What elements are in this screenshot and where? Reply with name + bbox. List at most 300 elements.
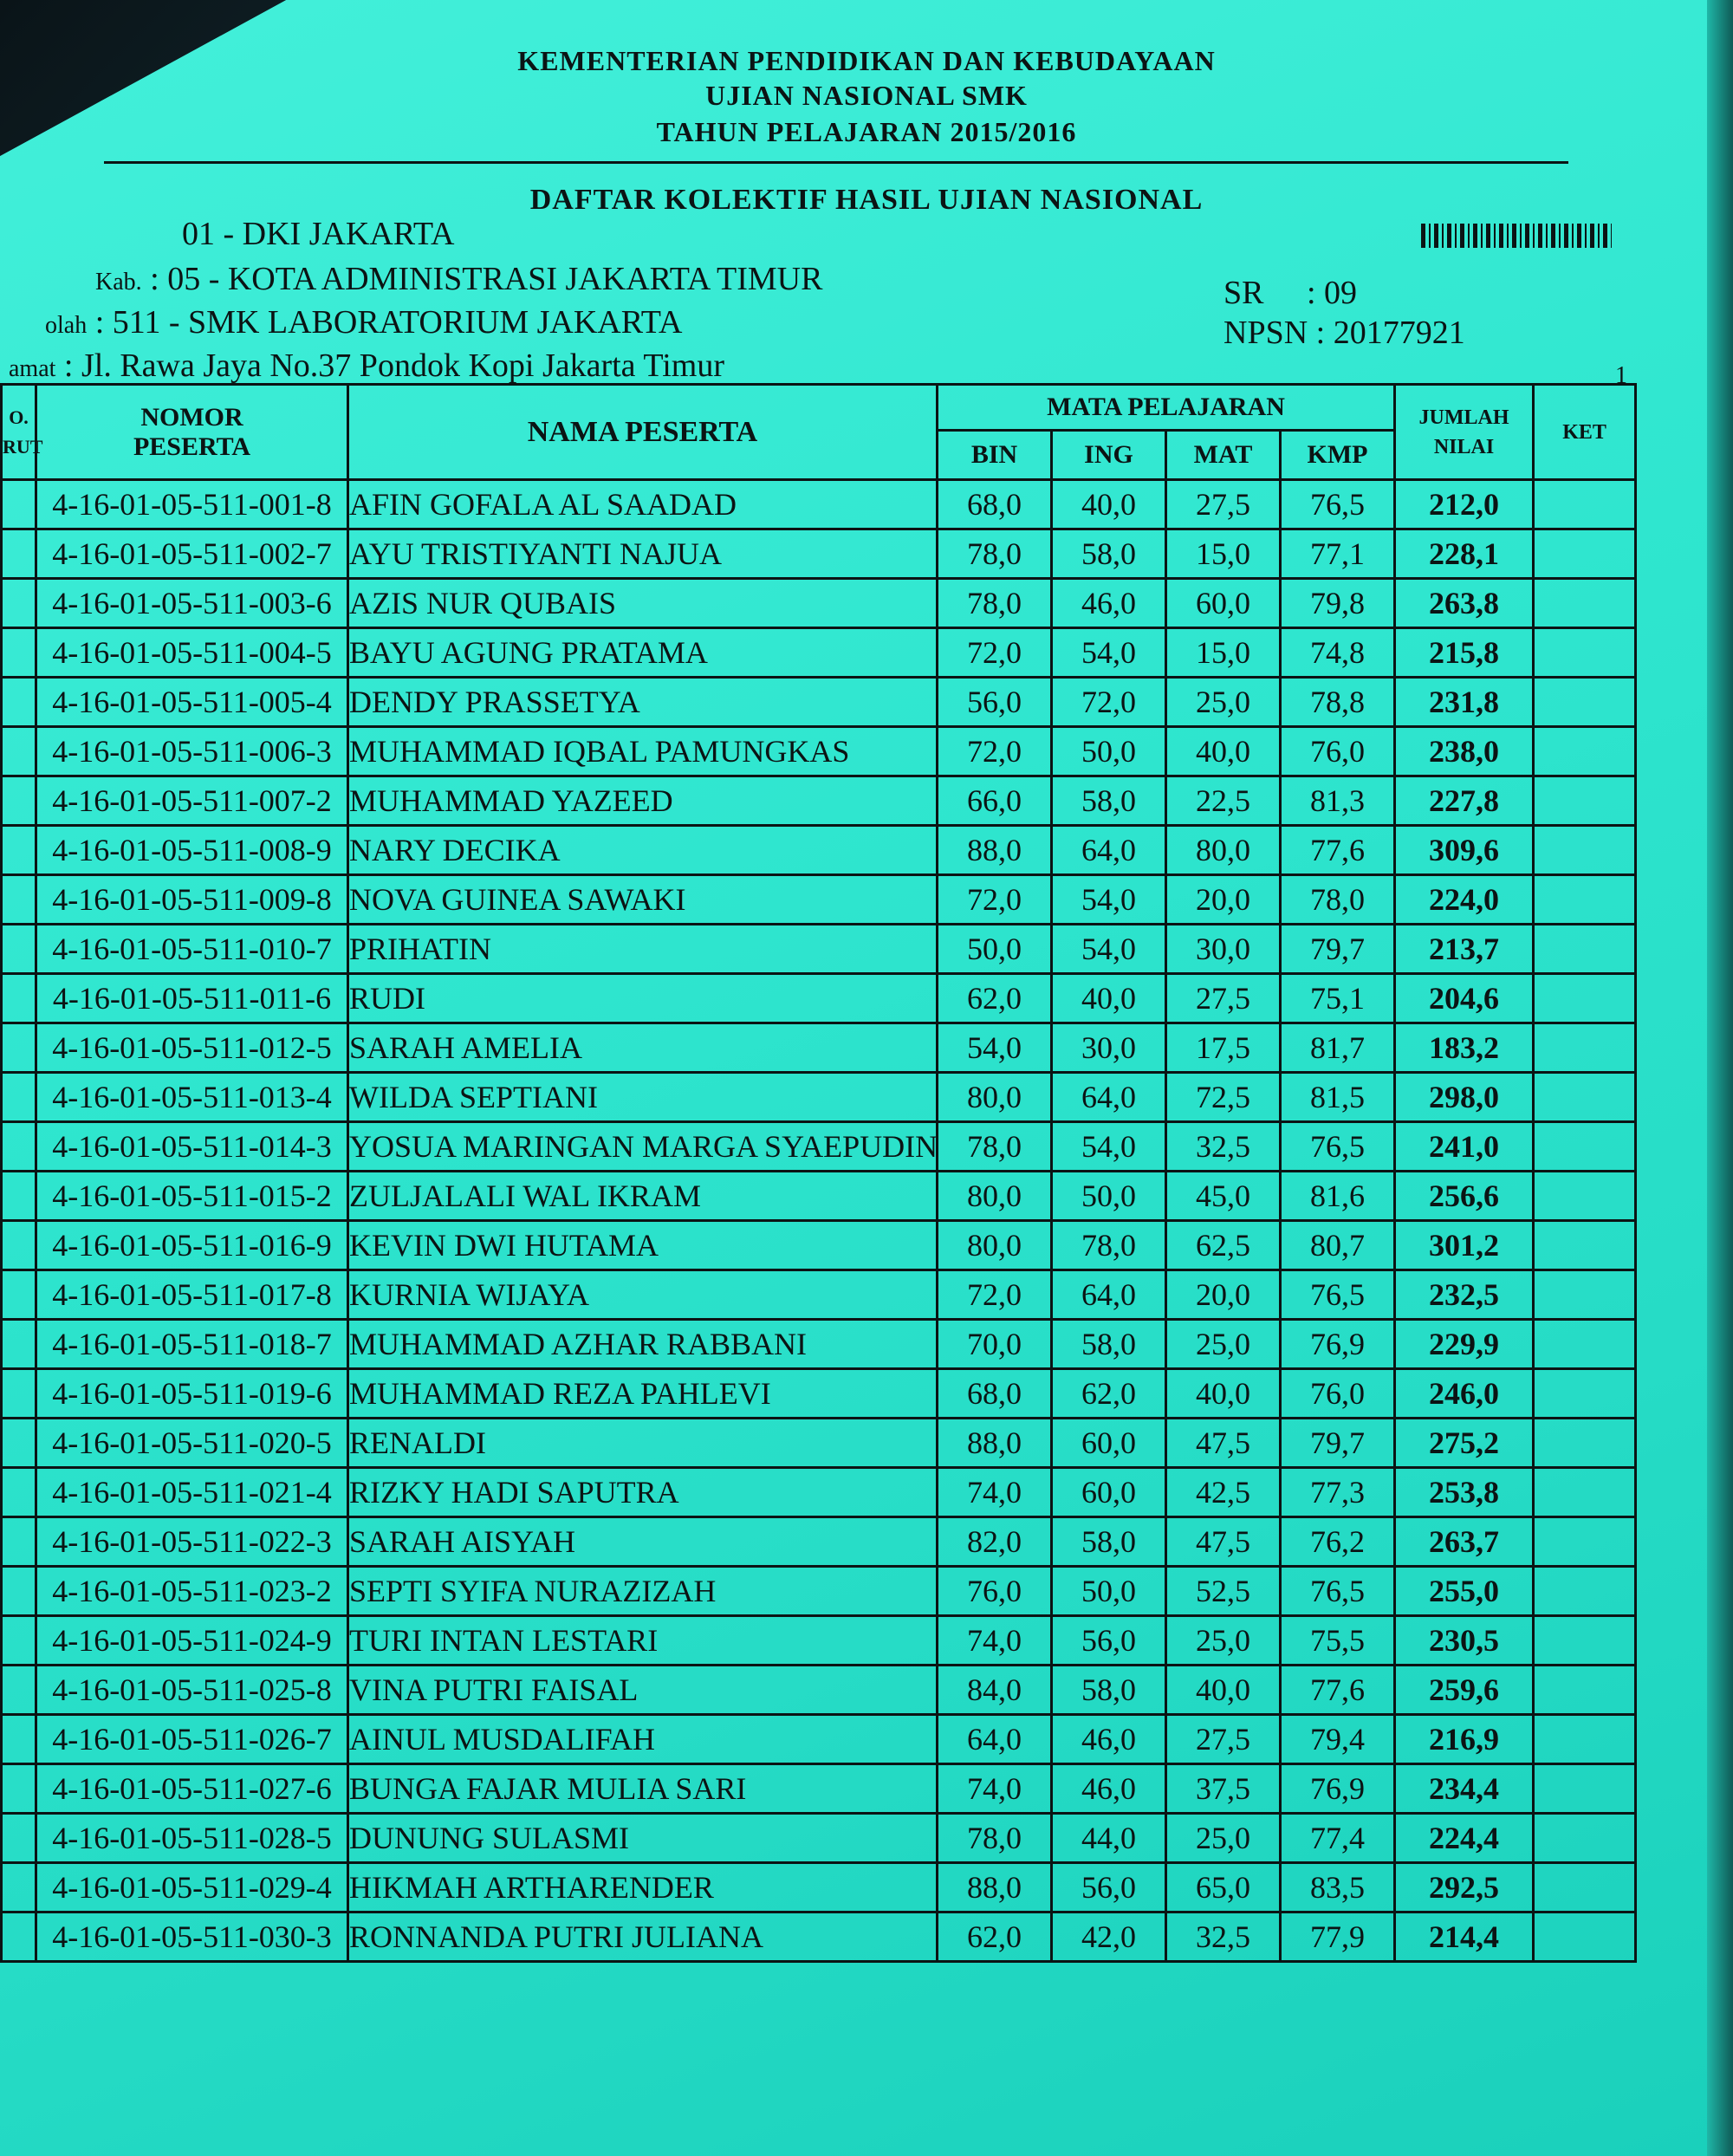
bin-cell: 68,0 — [938, 1369, 1052, 1419]
mat-cell: 40,0 — [1166, 727, 1281, 776]
ing-cell: 60,0 — [1052, 1419, 1166, 1468]
mat-cell: 65,0 — [1166, 1863, 1281, 1912]
nomor-cell: 4-16-01-05-511-024-9 — [36, 1616, 348, 1666]
mat-cell: 15,0 — [1166, 529, 1281, 579]
kmp-cell: 77,3 — [1281, 1468, 1395, 1517]
mat-cell: 62,5 — [1166, 1221, 1281, 1270]
table-row — [2, 974, 1636, 1023]
kmp-cell: 79,7 — [1281, 925, 1395, 974]
kmp-cell: 77,9 — [1281, 1912, 1395, 1962]
jumlah-cell: 229,9 — [1395, 1320, 1534, 1369]
jumlah-cell: 253,8 — [1395, 1468, 1534, 1517]
subject-bin-header: BIN — [938, 431, 1052, 480]
jumlah-cell: 238,0 — [1395, 727, 1534, 776]
no-cell — [2, 727, 36, 776]
no-cell — [2, 1912, 36, 1962]
nomor-cell: 4-16-01-05-511-004-5 — [36, 628, 348, 678]
ket-cell — [1534, 1320, 1636, 1369]
bin-cell: 78,0 — [938, 529, 1052, 579]
nama-cell: AINUL MUSDALIFAH — [348, 1715, 938, 1764]
nomor-cell: 4-16-01-05-511-028-5 — [36, 1814, 348, 1863]
table-row — [2, 875, 1636, 925]
table-row — [2, 529, 1636, 579]
jumlah-cell: 263,8 — [1395, 579, 1534, 628]
exam-heading: UJIAN NASIONAL SMK — [705, 80, 1028, 111]
nama-cell: DENDY PRASSETYA — [348, 678, 938, 727]
mat-cell: 80,0 — [1166, 826, 1281, 875]
ing-cell: 40,0 — [1052, 480, 1166, 529]
ket-cell — [1534, 1666, 1636, 1715]
ing-cell: 64,0 — [1052, 1073, 1166, 1122]
ket-cell — [1534, 1419, 1636, 1468]
nama-cell: RUDI — [348, 974, 938, 1023]
table-row — [2, 1567, 1636, 1616]
ket-cell — [1534, 579, 1636, 628]
mat-cell: 15,0 — [1166, 628, 1281, 678]
results-table — [0, 383, 1637, 1963]
jumlah-cell: 275,2 — [1395, 1419, 1534, 1468]
nama-cell: MUHAMMAD YAZEED — [348, 776, 938, 826]
jumlah-cell: 246,0 — [1395, 1369, 1534, 1419]
no-cell — [2, 529, 36, 579]
ket-cell — [1534, 628, 1636, 678]
page-stack-edge — [1707, 0, 1733, 2156]
subject-kmp-header: KMP — [1281, 431, 1395, 480]
mat-cell: 20,0 — [1166, 875, 1281, 925]
mat-cell: 25,0 — [1166, 1320, 1281, 1369]
table-row — [2, 1122, 1636, 1172]
mat-cell: 45,0 — [1166, 1172, 1281, 1221]
kabupaten-line — [95, 260, 822, 298]
bin-cell: 78,0 — [938, 1122, 1052, 1172]
no-cell — [2, 1023, 36, 1073]
no-cell — [2, 1616, 36, 1666]
nama-cell: HIKMAH ARTHARENDER — [348, 1863, 938, 1912]
nama-cell: ZULJALALI WAL IKRAM — [348, 1172, 938, 1221]
no-cell — [2, 1567, 36, 1616]
jumlah-cell: 183,2 — [1395, 1023, 1534, 1073]
jumlah-cell: 255,0 — [1395, 1567, 1534, 1616]
nama-cell: BAYU AGUNG PRATAMA — [348, 628, 938, 678]
nomor-cell: 4-16-01-05-511-017-8 — [36, 1270, 348, 1320]
table-row — [2, 1320, 1636, 1369]
mat-cell: 27,5 — [1166, 480, 1281, 529]
jumlah-cell: 298,0 — [1395, 1073, 1534, 1122]
ing-cell: 50,0 — [1052, 727, 1166, 776]
table-row — [2, 925, 1636, 974]
no-cell — [2, 1764, 36, 1814]
jumlah-cell: 309,6 — [1395, 826, 1534, 875]
jumlah-cell: 213,7 — [1395, 925, 1534, 974]
jumlah-cell: 263,7 — [1395, 1517, 1534, 1567]
table-row — [2, 1023, 1636, 1073]
ing-cell: 46,0 — [1052, 579, 1166, 628]
bin-cell: 72,0 — [938, 875, 1052, 925]
table-row — [2, 628, 1636, 678]
kmp-cell: 77,6 — [1281, 1666, 1395, 1715]
nomor-cell: 4-16-01-05-511-010-7 — [36, 925, 348, 974]
nomor-cell: 4-16-01-05-511-019-6 — [36, 1369, 348, 1419]
table-row — [2, 1172, 1636, 1221]
kmp-cell: 77,4 — [1281, 1814, 1395, 1863]
no-cell — [2, 1419, 36, 1468]
jumlah-cell: 241,0 — [1395, 1122, 1534, 1172]
table-row — [2, 579, 1636, 628]
table-row — [2, 1517, 1636, 1567]
bin-cell: 70,0 — [938, 1320, 1052, 1369]
jumlah-cell: 231,8 — [1395, 678, 1534, 727]
bin-cell: 76,0 — [938, 1567, 1052, 1616]
nama-cell: AFIN GOFALA AL SAADAD — [348, 480, 938, 529]
bin-cell: 78,0 — [938, 1814, 1052, 1863]
table-row — [2, 1616, 1636, 1666]
nama-cell: KEVIN DWI HUTAMA — [348, 1221, 938, 1270]
table-row — [2, 727, 1636, 776]
ing-cell: 50,0 — [1052, 1172, 1166, 1221]
jumlah-cell: 214,4 — [1395, 1912, 1534, 1962]
school-value: : 511 - SMK LABORATORIUM JAKARTA — [94, 304, 683, 341]
no-cell — [2, 1172, 36, 1221]
ket-cell — [1534, 826, 1636, 875]
mat-cell: 25,0 — [1166, 1814, 1281, 1863]
no-cell — [2, 974, 36, 1023]
ing-cell: 54,0 — [1052, 875, 1166, 925]
kmp-cell: 76,0 — [1281, 727, 1395, 776]
nama-cell: SEPTI SYIFA NURAZIZAH — [348, 1567, 938, 1616]
address-line — [9, 347, 724, 385]
kmp-cell: 79,7 — [1281, 1419, 1395, 1468]
kmp-cell: 76,5 — [1281, 1122, 1395, 1172]
kmp-cell: 81,7 — [1281, 1023, 1395, 1073]
mat-cell: 47,5 — [1166, 1419, 1281, 1468]
sr-line — [1223, 274, 1357, 312]
col-nomor-header: NOMOR PESERTA — [36, 385, 348, 480]
bin-cell: 80,0 — [938, 1221, 1052, 1270]
school-label: olah — [45, 312, 88, 339]
kmp-cell: 76,5 — [1281, 1270, 1395, 1320]
ket-cell — [1534, 1369, 1636, 1419]
nomor-cell: 4-16-01-05-511-003-6 — [36, 579, 348, 628]
ing-cell: 78,0 — [1052, 1221, 1166, 1270]
nama-cell: WILDA SEPTIANI — [348, 1073, 938, 1122]
no-cell — [2, 1270, 36, 1320]
page-number: 1 — [1615, 362, 1627, 389]
mat-cell: 60,0 — [1166, 579, 1281, 628]
no-cell — [2, 678, 36, 727]
nama-cell: AZIS NUR QUBAIS — [348, 579, 938, 628]
mat-cell: 27,5 — [1166, 1715, 1281, 1764]
table-row — [2, 1666, 1636, 1715]
header-divider — [104, 161, 1568, 164]
bin-cell: 66,0 — [938, 776, 1052, 826]
ket-cell — [1534, 1468, 1636, 1517]
nama-cell: RONNANDA PUTRI JULIANA — [348, 1912, 938, 1962]
table-row — [2, 826, 1636, 875]
no-cell — [2, 1863, 36, 1912]
mat-cell: 52,5 — [1166, 1567, 1281, 1616]
ing-cell: 50,0 — [1052, 1567, 1166, 1616]
bin-cell: 64,0 — [938, 1715, 1052, 1764]
jumlah-cell: 234,4 — [1395, 1764, 1534, 1814]
nama-cell: BUNGA FAJAR MULIA SARI — [348, 1764, 938, 1814]
ket-cell — [1534, 1863, 1636, 1912]
no-cell — [2, 628, 36, 678]
nomor-cell: 4-16-01-05-511-005-4 — [36, 678, 348, 727]
kabupaten-label: Kab. — [95, 269, 142, 295]
address-value: : Jl. Rawa Jaya No.37 Pondok Kopi Jakarta Timur — [63, 347, 724, 384]
bin-cell: 62,0 — [938, 974, 1052, 1023]
no-cell — [2, 1517, 36, 1567]
bin-cell: 50,0 — [938, 925, 1052, 974]
year-heading: TAHUN PELAJARAN 2015/2016 — [656, 116, 1077, 147]
ket-cell — [1534, 1616, 1636, 1666]
nama-cell: YOSUA MARINGAN MARGA SYAEPUDIN — [348, 1122, 938, 1172]
bin-cell: 74,0 — [938, 1616, 1052, 1666]
jumlah-cell: 301,2 — [1395, 1221, 1534, 1270]
ing-cell: 42,0 — [1052, 1912, 1166, 1962]
nomor-cell: 4-16-01-05-511-002-7 — [36, 529, 348, 579]
ket-cell — [1534, 678, 1636, 727]
no-cell — [2, 579, 36, 628]
ket-cell — [1534, 1122, 1636, 1172]
kmp-cell: 77,6 — [1281, 826, 1395, 875]
kmp-cell: 77,1 — [1281, 529, 1395, 579]
jumlah-cell: 227,8 — [1395, 776, 1534, 826]
nomor-cell: 4-16-01-05-511-012-5 — [36, 1023, 348, 1073]
table-row — [2, 1715, 1636, 1764]
ket-cell — [1534, 529, 1636, 579]
ing-cell: 64,0 — [1052, 826, 1166, 875]
nomor-cell: 4-16-01-05-511-011-6 — [36, 974, 348, 1023]
ket-cell — [1534, 1764, 1636, 1814]
ing-cell: 58,0 — [1052, 529, 1166, 579]
no-cell — [2, 1073, 36, 1122]
sr-label: SR — [1223, 275, 1264, 311]
ket-cell — [1534, 776, 1636, 826]
mat-cell: 17,5 — [1166, 1023, 1281, 1073]
jumlah-cell: 232,5 — [1395, 1270, 1534, 1320]
jumlah-cell: 204,6 — [1395, 974, 1534, 1023]
ing-cell: 58,0 — [1052, 776, 1166, 826]
no-cell — [2, 1468, 36, 1517]
no-cell — [2, 875, 36, 925]
no-cell — [2, 1814, 36, 1863]
ket-cell — [1534, 1814, 1636, 1863]
ing-cell: 54,0 — [1052, 628, 1166, 678]
ing-cell: 40,0 — [1052, 974, 1166, 1023]
ing-cell: 46,0 — [1052, 1764, 1166, 1814]
school-line — [45, 303, 682, 341]
no-cell — [2, 1221, 36, 1270]
jumlah-cell: 212,0 — [1395, 480, 1534, 529]
ing-cell: 46,0 — [1052, 1715, 1166, 1764]
province-line: 01 - DKI JAKARTA — [182, 216, 455, 252]
nama-cell: MUHAMMAD REZA PAHLEVI — [348, 1369, 938, 1419]
ket-cell — [1534, 1270, 1636, 1320]
kmp-cell: 80,7 — [1281, 1221, 1395, 1270]
kmp-cell: 75,1 — [1281, 974, 1395, 1023]
ket-cell — [1534, 1221, 1636, 1270]
ing-cell: 64,0 — [1052, 1270, 1166, 1320]
table-row — [2, 1468, 1636, 1517]
kmp-cell: 76,2 — [1281, 1517, 1395, 1567]
nomor-cell: 4-16-01-05-511-027-6 — [36, 1764, 348, 1814]
no-cell — [2, 1369, 36, 1419]
jumlah-cell: 228,1 — [1395, 529, 1534, 579]
ing-cell: 56,0 — [1052, 1616, 1166, 1666]
table-row — [2, 678, 1636, 727]
table-row — [2, 1369, 1636, 1419]
nama-cell: MUHAMMAD AZHAR RABBANI — [348, 1320, 938, 1369]
ket-cell — [1534, 1073, 1636, 1122]
kmp-cell: 76,9 — [1281, 1320, 1395, 1369]
col-no-header: O. RUT — [2, 385, 36, 480]
bin-cell: 88,0 — [938, 1863, 1052, 1912]
mat-cell: 20,0 — [1166, 1270, 1281, 1320]
npsn-line: NPSN : 20177921 — [1223, 315, 1465, 351]
nomor-cell: 4-16-01-05-511-018-7 — [36, 1320, 348, 1369]
nama-cell: RENALDI — [348, 1419, 938, 1468]
table-row — [2, 1419, 1636, 1468]
nomor-cell: 4-16-01-05-511-022-3 — [36, 1517, 348, 1567]
ing-cell: 30,0 — [1052, 1023, 1166, 1073]
kmp-cell: 76,9 — [1281, 1764, 1395, 1814]
nama-cell: RIZKY HADI SAPUTRA — [348, 1468, 938, 1517]
mat-cell: 72,5 — [1166, 1073, 1281, 1122]
ing-cell: 62,0 — [1052, 1369, 1166, 1419]
ket-cell — [1534, 1912, 1636, 1962]
nomor-cell: 4-16-01-05-511-013-4 — [36, 1073, 348, 1122]
table-row — [2, 1221, 1636, 1270]
nama-cell: VINA PUTRI FAISAL — [348, 1666, 938, 1715]
jumlah-cell: 224,4 — [1395, 1814, 1534, 1863]
nomor-cell: 4-16-01-05-511-025-8 — [36, 1666, 348, 1715]
table-row — [2, 480, 1636, 529]
ket-cell — [1534, 1715, 1636, 1764]
mat-cell: 25,0 — [1166, 1616, 1281, 1666]
kmp-cell: 81,6 — [1281, 1172, 1395, 1221]
ket-cell — [1534, 727, 1636, 776]
table-row — [2, 1814, 1636, 1863]
ket-cell — [1534, 1023, 1636, 1073]
ket-cell — [1534, 925, 1636, 974]
mat-cell: 37,5 — [1166, 1764, 1281, 1814]
kmp-cell: 76,5 — [1281, 480, 1395, 529]
nomor-cell: 4-16-01-05-511-021-4 — [36, 1468, 348, 1517]
nama-cell: NOVA GUINEA SAWAKI — [348, 875, 938, 925]
bin-cell: 82,0 — [938, 1517, 1052, 1567]
nomor-cell: 4-16-01-05-511-008-9 — [36, 826, 348, 875]
nama-cell: AYU TRISTIYANTI NAJUA — [348, 529, 938, 579]
jumlah-cell: 224,0 — [1395, 875, 1534, 925]
kmp-cell: 78,0 — [1281, 875, 1395, 925]
table-row — [2, 1764, 1636, 1814]
mat-cell: 30,0 — [1166, 925, 1281, 974]
table-row — [2, 1270, 1636, 1320]
kabupaten-value: : 05 - KOTA ADMINISTRASI JAKARTA TIMUR — [150, 261, 823, 297]
subject-ing-header: ING — [1052, 431, 1166, 480]
table-row — [2, 1073, 1636, 1122]
nomor-cell: 4-16-01-05-511-026-7 — [36, 1715, 348, 1764]
no-cell — [2, 925, 36, 974]
nama-cell: PRIHATIN — [348, 925, 938, 974]
sr-value: : 09 — [1306, 275, 1358, 311]
col-mapel-header: MATA PELAJARAN — [938, 385, 1395, 431]
bin-cell: 56,0 — [938, 678, 1052, 727]
bin-cell: 62,0 — [938, 1912, 1052, 1962]
bin-cell: 74,0 — [938, 1764, 1052, 1814]
no-cell — [2, 1122, 36, 1172]
ing-cell: 44,0 — [1052, 1814, 1166, 1863]
mat-cell: 22,5 — [1166, 776, 1281, 826]
ket-cell — [1534, 1567, 1636, 1616]
nomor-cell: 4-16-01-05-511-014-3 — [36, 1122, 348, 1172]
kmp-cell: 75,5 — [1281, 1616, 1395, 1666]
ket-cell — [1534, 480, 1636, 529]
ing-cell: 56,0 — [1052, 1863, 1166, 1912]
results-body — [2, 480, 1636, 1962]
mat-cell: 47,5 — [1166, 1517, 1281, 1567]
bin-cell: 78,0 — [938, 579, 1052, 628]
kmp-cell: 76,0 — [1281, 1369, 1395, 1419]
jumlah-cell: 292,5 — [1395, 1863, 1534, 1912]
nomor-cell: 4-16-01-05-511-029-4 — [36, 1863, 348, 1912]
kmp-cell: 74,8 — [1281, 628, 1395, 678]
nomor-cell: 4-16-01-05-511-016-9 — [36, 1221, 348, 1270]
nama-cell: MUHAMMAD IQBAL PAMUNGKAS — [348, 727, 938, 776]
barcode — [1421, 224, 1612, 248]
no-cell — [2, 1715, 36, 1764]
ing-cell: 58,0 — [1052, 1517, 1166, 1567]
kmp-cell: 81,3 — [1281, 776, 1395, 826]
jumlah-cell: 230,5 — [1395, 1616, 1534, 1666]
address-label: amat — [9, 355, 56, 382]
table-row — [2, 776, 1636, 826]
nama-cell: DUNUNG SULASMI — [348, 1814, 938, 1863]
kmp-cell: 78,8 — [1281, 678, 1395, 727]
bin-cell: 68,0 — [938, 480, 1052, 529]
nomor-cell: 4-16-01-05-511-006-3 — [36, 727, 348, 776]
mat-cell: 40,0 — [1166, 1666, 1281, 1715]
jumlah-cell: 216,9 — [1395, 1715, 1534, 1764]
nomor-cell: 4-16-01-05-511-007-2 — [36, 776, 348, 826]
ing-cell: 58,0 — [1052, 1666, 1166, 1715]
ket-cell — [1534, 1517, 1636, 1567]
mat-cell: 32,5 — [1166, 1122, 1281, 1172]
bin-cell: 72,0 — [938, 727, 1052, 776]
mat-cell: 32,5 — [1166, 1912, 1281, 1962]
kmp-cell: 81,5 — [1281, 1073, 1395, 1122]
no-cell — [2, 1320, 36, 1369]
col-ket-header: KET — [1534, 385, 1636, 480]
bin-cell: 54,0 — [938, 1023, 1052, 1073]
col-jumlah-header: JUMLAH NILAI — [1395, 385, 1534, 480]
jumlah-cell: 256,6 — [1395, 1172, 1534, 1221]
jumlah-cell: 259,6 — [1395, 1666, 1534, 1715]
kmp-cell: 83,5 — [1281, 1863, 1395, 1912]
ing-cell: 54,0 — [1052, 925, 1166, 974]
no-cell — [2, 826, 36, 875]
subject-mat-header: MAT — [1166, 431, 1281, 480]
bin-cell: 80,0 — [938, 1172, 1052, 1221]
bin-cell: 72,0 — [938, 1270, 1052, 1320]
col-nama-header: NAMA PESERTA — [348, 385, 938, 480]
bin-cell: 74,0 — [938, 1468, 1052, 1517]
nama-cell: TURI INTAN LESTARI — [348, 1616, 938, 1666]
ing-cell: 60,0 — [1052, 1468, 1166, 1517]
nomor-cell: 4-16-01-05-511-015-2 — [36, 1172, 348, 1221]
mat-cell: 40,0 — [1166, 1369, 1281, 1419]
